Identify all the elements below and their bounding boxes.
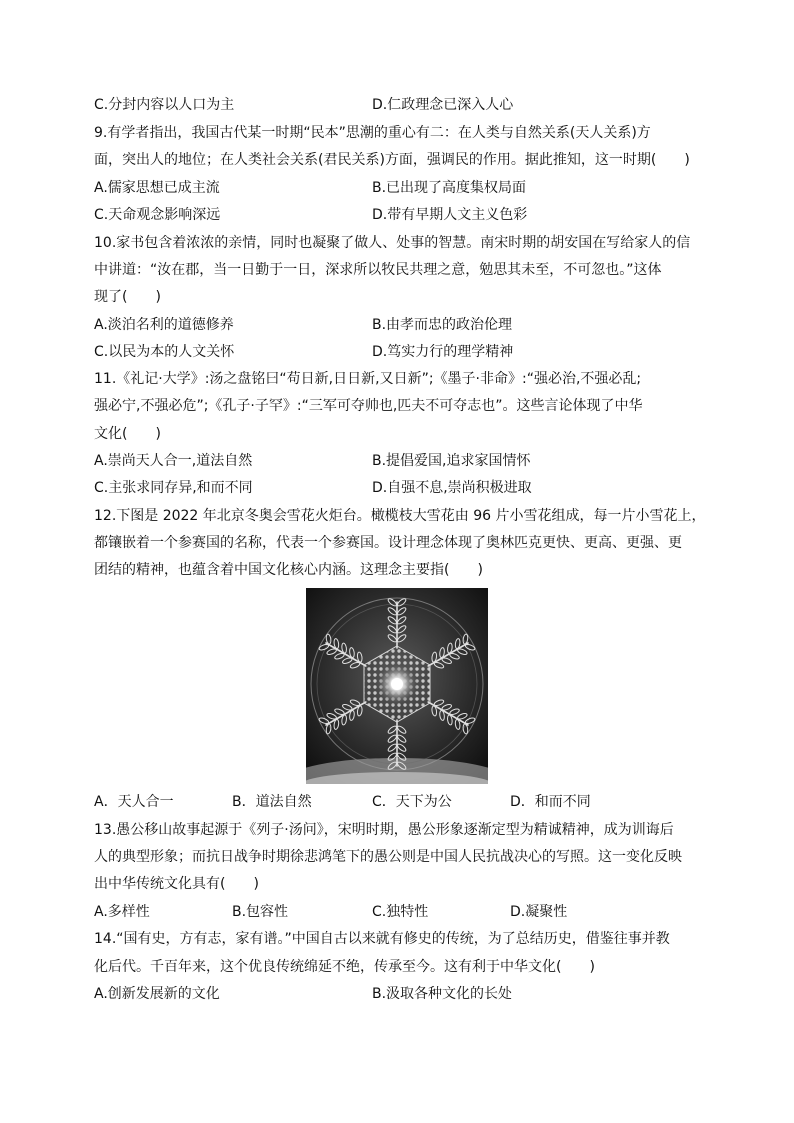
q9-option-b: B.已出现了高度集权局面 <box>372 180 527 196</box>
q11-option-c: C.主张求同存异,和而不同 <box>94 480 253 496</box>
q12-option-c: C．天下为公 <box>372 794 452 810</box>
q8-option-c: C.分封内容以人口为主 <box>94 97 235 113</box>
q12-stem-line3: 团结的精神，也蕴含着中国文化核心内涵。这理念主要指( ) <box>94 562 483 578</box>
q12-option-d: D．和而不同 <box>510 794 591 810</box>
q10-option-a: A.淡泊名利的道德修养 <box>94 317 234 333</box>
q13-stem-line1: 13.愚公移山故事起源于《列子·汤问》，宋明时期，愚公形象逐渐定型为精诚精神，成为训诲后 <box>94 822 674 838</box>
q9-stem-line1: 9.有学者指出，我国古代某一时期“民本”思潮的重心有二：在人类与自然关系(天人关系)方 <box>94 125 651 141</box>
q10-option-d: D.笃实力行的理学精神 <box>372 344 514 360</box>
q13-option-d: D.凝聚性 <box>510 904 568 920</box>
q10-stem-line2: 中讲道：“汝在郡，当一日勤于一日，深求所以牧民共理之意，勉思其未至，不可忽也。”这体 <box>94 262 662 278</box>
q10-stem-line1: 10.家书包含着浓浓的亲情，同时也凝聚了做人、处事的智慧。南宋时期的胡安国在写给家人的信 <box>94 235 691 251</box>
q11-stem-line1: 11.《礼记·大学》:汤之盘铭曰“苟日新,日日新,又日新”;《墨子·非命》:“强必治,不强必乱; <box>94 371 642 387</box>
q12-option-b: B．道法自然 <box>232 794 312 810</box>
q13-option-b: B.包容性 <box>232 904 289 920</box>
q13-stem-line3: 出中华传统文化具有( ) <box>94 876 259 892</box>
q10-option-b: B.由孝而忠的政治伦理 <box>372 317 513 333</box>
q9-option-c: C.天命观念影响深远 <box>94 207 221 223</box>
q13-option-c: C.独特性 <box>372 904 429 920</box>
q11-option-d: D.自强不息,崇尚积极进取 <box>372 480 532 496</box>
q9-option-a: A.儒家思想已成主流 <box>94 180 220 196</box>
q14-option-b: B.汲取各种文化的长处 <box>372 986 513 1002</box>
q10-option-c: C.以民为本的人文关怀 <box>94 344 235 360</box>
q11-stem-line3: 文化( ) <box>94 426 161 442</box>
q9-stem-line2: 面，突出人的地位；在人类社会关系(君民关系)方面，强调民的作用。据此推知，这一时期( ) <box>94 152 690 168</box>
snowflake-torch-photo <box>306 588 488 784</box>
q14-option-a: A.创新发展新的文化 <box>94 986 220 1002</box>
q14-stem-line2: 化后代。千百年来，这个优良传统绵延不绝，传承至今。这有利于中华文化( ) <box>94 959 595 975</box>
q13-option-a: A.多样性 <box>94 904 150 920</box>
q10-stem-line3: 现了( ) <box>94 289 161 305</box>
q13-stem-line2: 人的典型形象；而抗日战争时期徐悲鸿笔下的愚公则是中国人民抗战决心的写照。这一变化反映 <box>94 849 682 865</box>
q11-option-a: A.崇尚天人合一,道法自然 <box>94 453 253 469</box>
q9-option-d: D.带有早期人文主义色彩 <box>372 207 528 223</box>
q11-option-b: B.提倡爱国,追求家国情怀 <box>372 453 531 469</box>
q14-stem-line1: 14.“国有史，方有志，家有谱。”中国自古以来就有修史的传统，为了总结历史，借鉴往事并教 <box>94 931 670 947</box>
q12-option-a: A．天人合一 <box>94 794 174 810</box>
q8-option-d: D.仁政理念已深入人心 <box>372 97 514 113</box>
q11-stem-line2: 强必宁,不强必危”;《孔子·子罕》:“三军可夺帅也,匹夫不可夺志也”。这些言论体现了中华 <box>94 398 643 414</box>
q12-stem-line1: 12.下图是 2022 年北京冬奥会雪花火炬台。橄榄枝大雪花由 96 片小雪花组成，每一片小雪花上， <box>94 508 706 524</box>
q12-stem-line2: 都镶嵌着一个参赛国的名称，代表一个参赛国。设计理念体现了奥林匹克更快、更高、更强、更 <box>94 535 682 551</box>
